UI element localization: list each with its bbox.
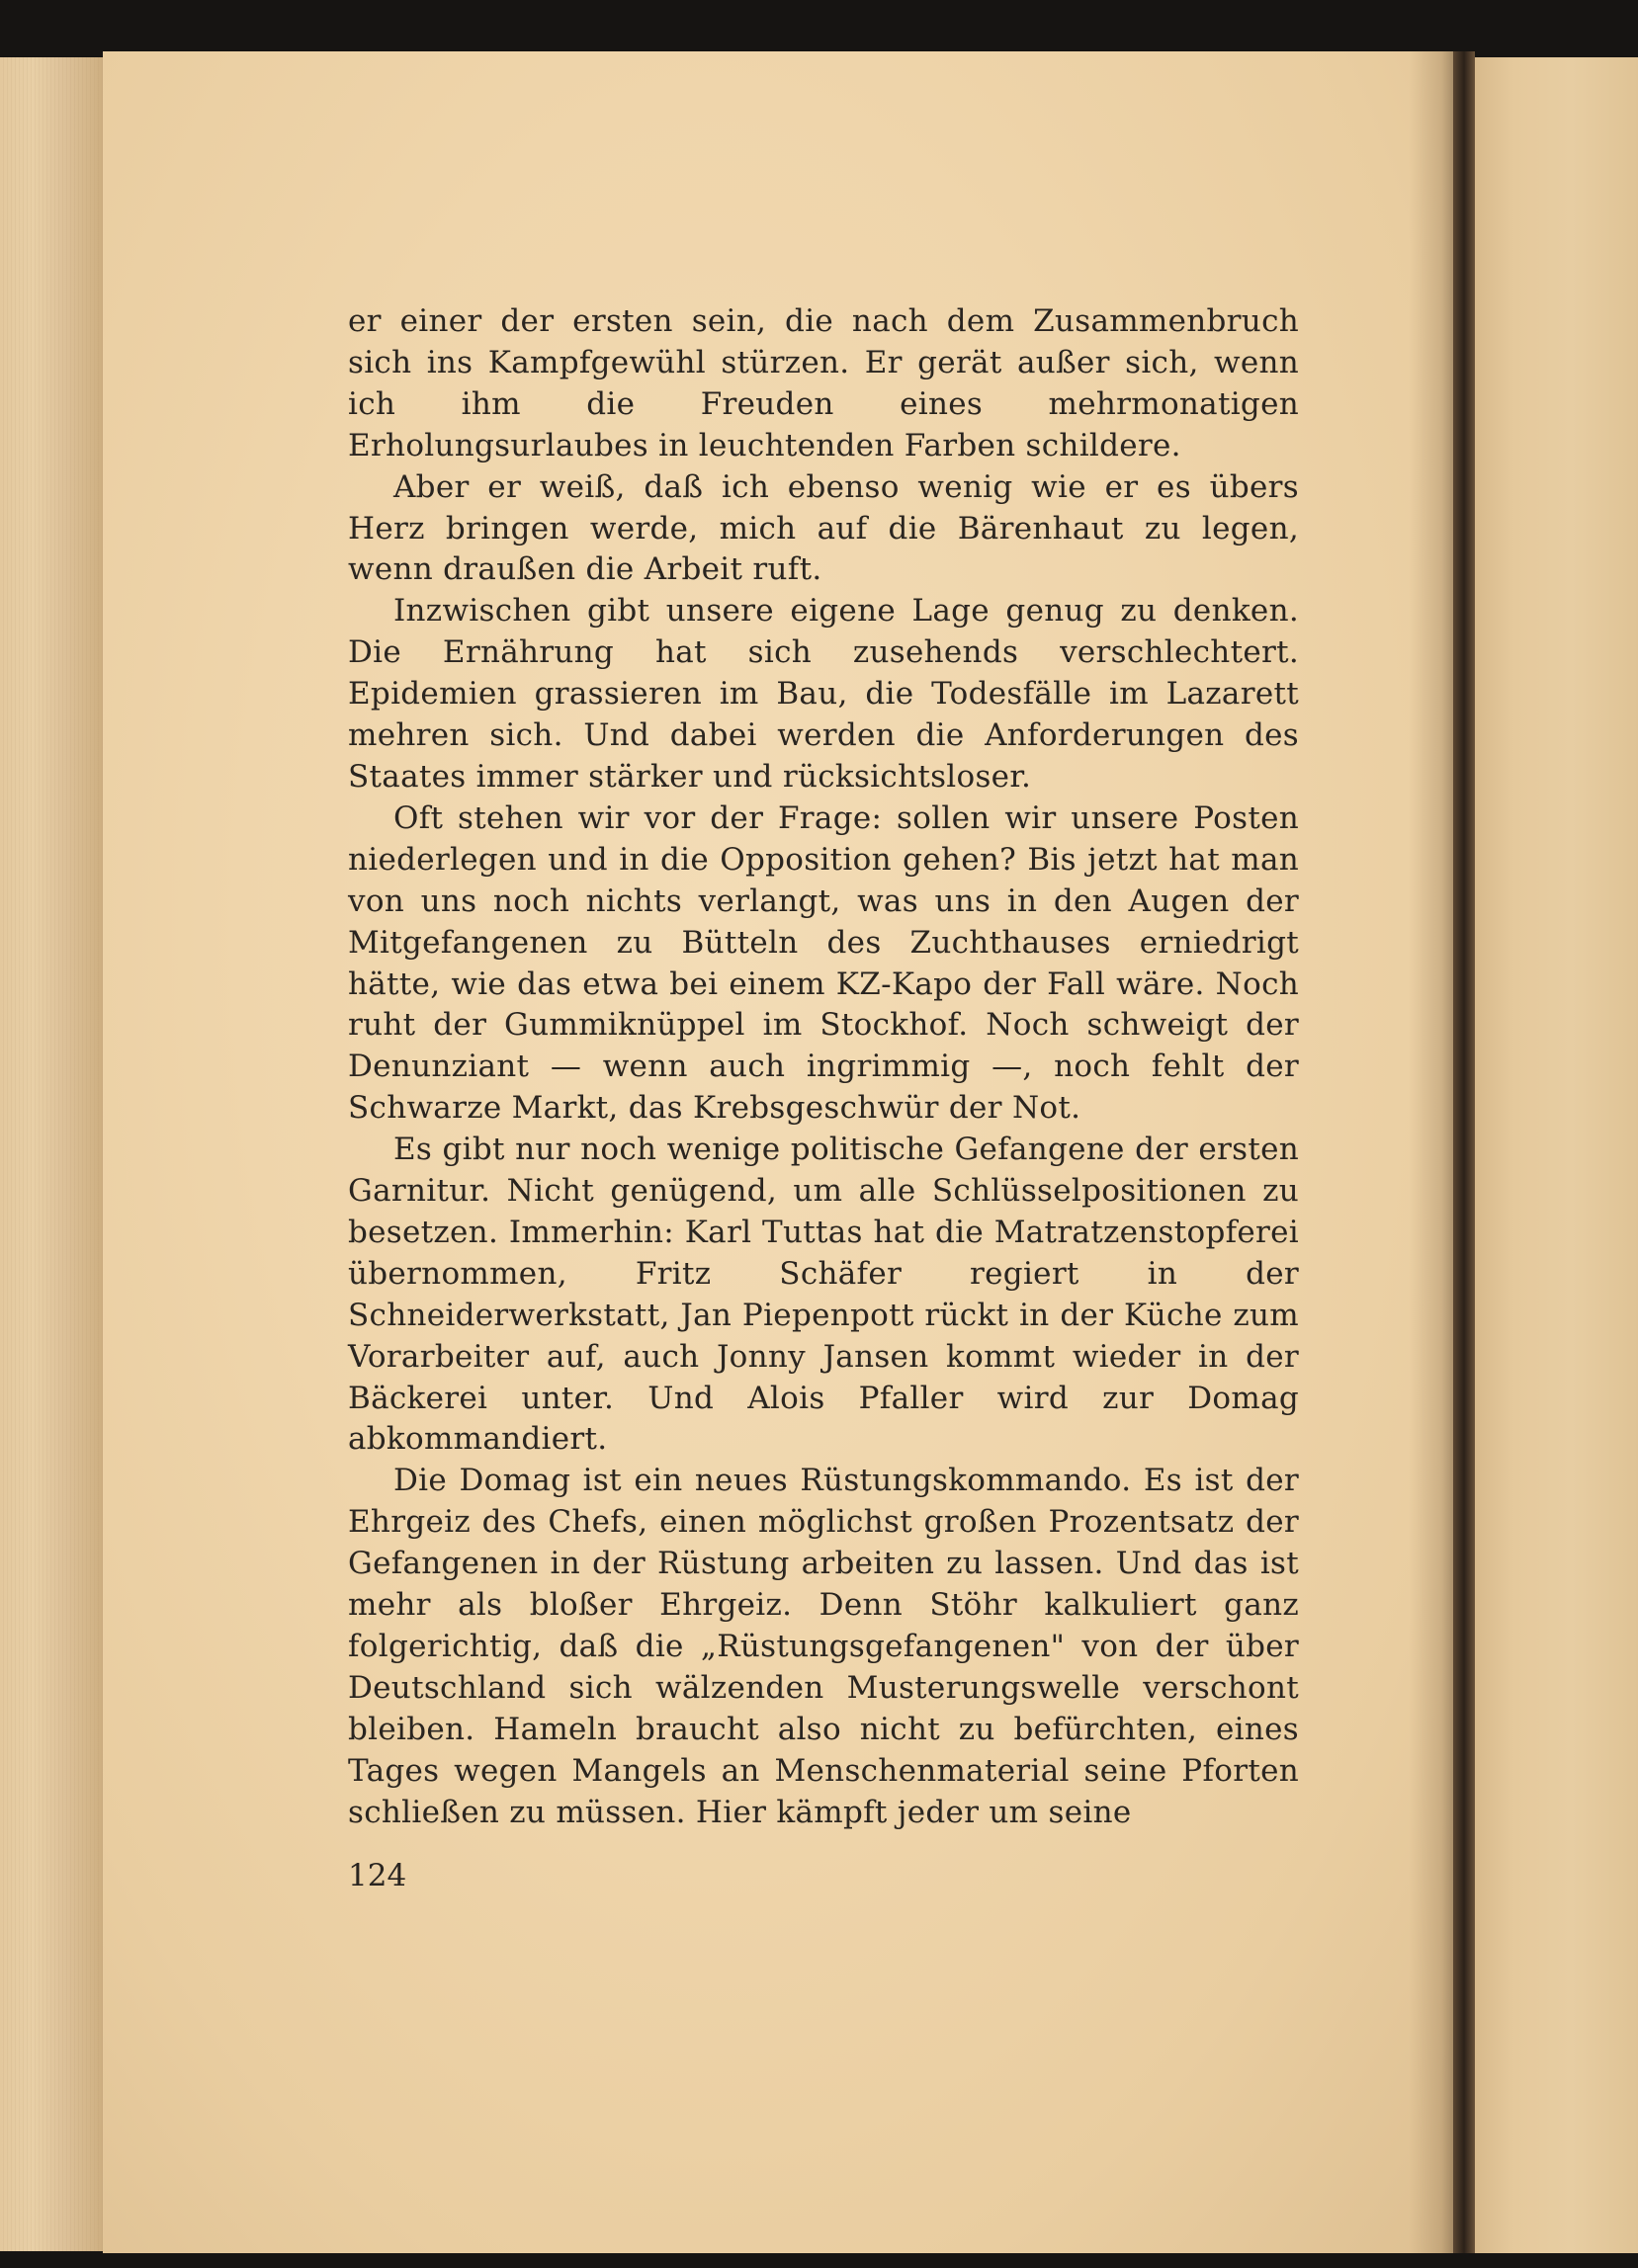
paragraph-1: er einer der ersten sein, die nach dem Zusammenbruch sich ins Kampfgewühl stürzen. Er gerät außer sich, wenn ich ihm die Freuden eines mehrmonatigen Erholungsurlaubes in leuchtenden Farben schildere. [348,303,1299,463]
book-spine [1453,51,1475,2253]
paragraph-2: Aber er weiß, daß ich ebenso wenig wie er es übers Herz bringen werde, mich auf die Bärenhaut zu legen, wenn draußen die Arbeit ruft. [348,468,1299,588]
paragraph-4: Oft stehen wir vor der Frage: sollen wir unsere Posten niederlegen und in die Opposition gehen? Bis jetzt hat man von uns noch nichts verlangt, was uns in den Augen der Mitgefangenen zu Bütteln des Zuchthauses erniedrigt hätte, wie das etwa bei einem KZ-Kapo der Fall wäre. Noch ruht der Gummiknüppel im Stockhof. Noch schweigt der Denunziant — wenn auch ingrimmig —, noch fehlt der Schwarze Markt, das Krebsgeschwür der Not. [348,799,1299,1127]
book-page-stack-lines [0,57,111,2251]
paragraph-5: Es gibt nur noch wenige politische Gefangene der ersten Garnitur. Nicht genügend, um alle Schlüsselpositionen zu besetzen. Immerhin: Karl Tuttas hat die Matratzenstopferei übernommen, Fritz Schäfer regiert in der Schneiderwerkstatt, Jan Piepenpott rückt in der Küche zum Vorarbeiter auf, auch Jonny Jansen kommt wieder in der Bäckerei unter. Und Alois Pfaller wird zur Domag abkommandiert. [348,1132,1299,1458]
paragraph-3: Inzwischen gibt unsere eigene Lage genug zu denken. Die Ernährung hat sich zusehends verschlechtert. Epidemien grassieren im Bau, die Todesfälle im Lazarett mehren sich. Und dabei werden die Anforderungen des Staates immer stärker und rücksichtsloser. [348,593,1299,795]
paragraph-6: Die Domag ist ein neues Rüstungskommando. Es ist der Ehrgeiz des Chefs, einen möglichst großen Prozentsatz der Gefangenen in der Rüstung arbeiten zu lassen. Und das ist mehr als bloßer Ehrgeiz. Denn Stöhr kalkuliert ganz folgerichtig, daß die „Rüstungsgefangenen" von der über Deutschland sich wälzenden Musterungswelle verschont bleiben. Hameln braucht also nicht zu befürchten, eines Tages wegen Mangels an Menschenmaterial seine Pforten schließen zu müssen. Hier kämpft jeder um seine [348,1463,1299,1830]
body-text [348,301,1299,1834]
page-number: 124 [348,1858,407,1893]
facing-page [1473,57,1638,2253]
